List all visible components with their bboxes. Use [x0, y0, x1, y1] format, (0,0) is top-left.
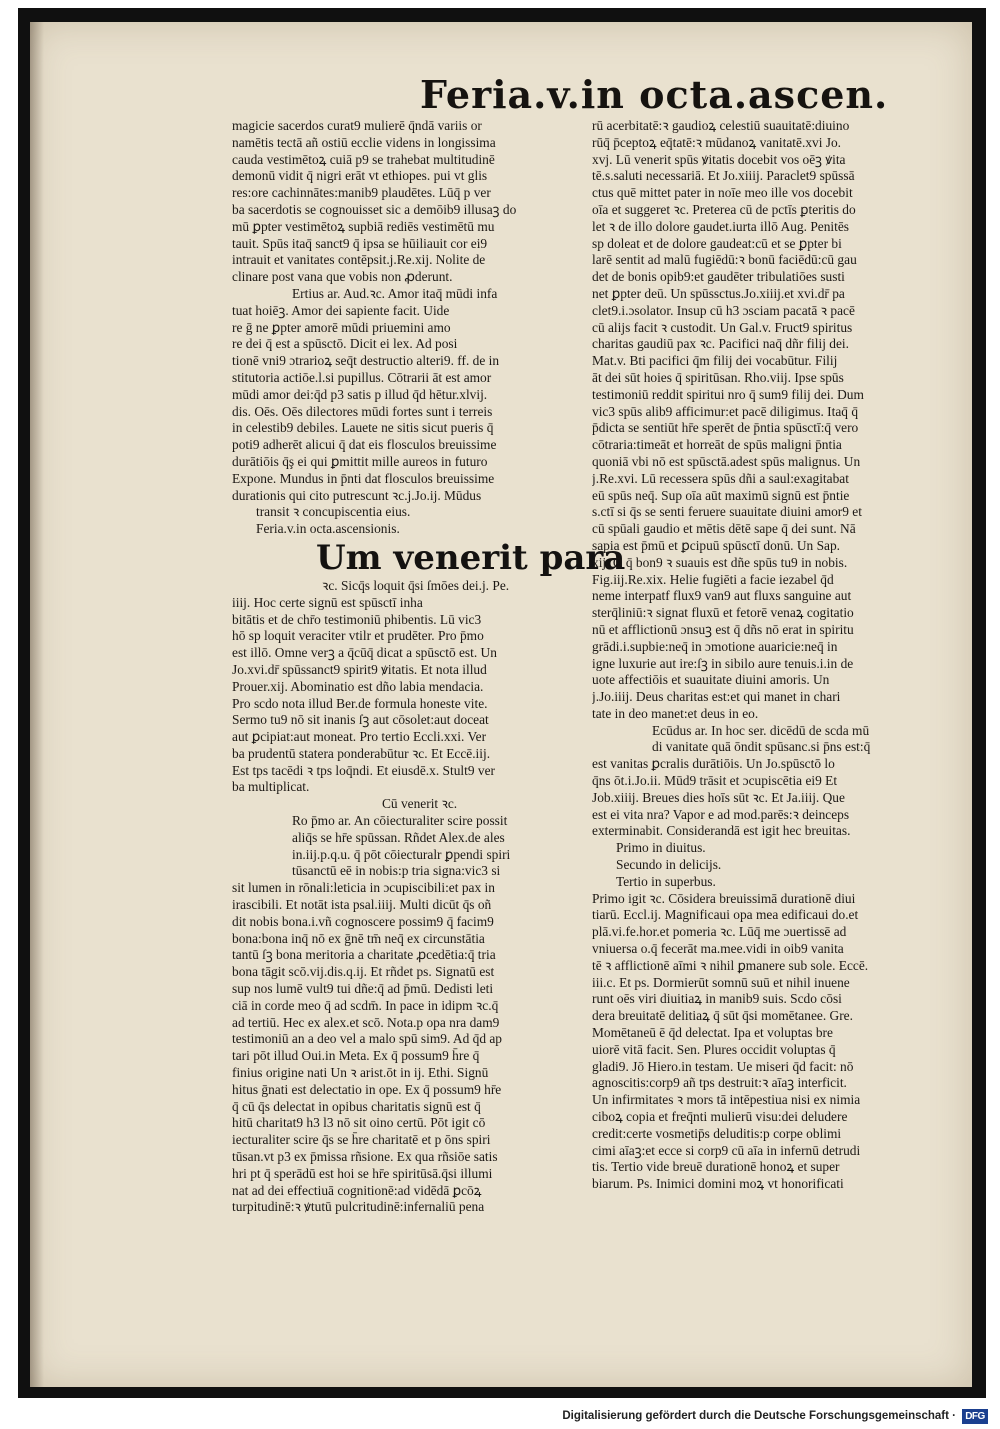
text-line: exterminabit. Considerandā est igit hec breuitas.: [592, 823, 851, 839]
text-line: sit lumen in rōnali:leticia in ɔcupiscibili:et pax in: [232, 880, 495, 896]
text-line: ciboꝝ copia et freq̄nti mulierū visu:dei deludere: [592, 1109, 848, 1125]
text-line: Momētaneū ē q̄d delectat. Ipa et voluptas bre: [592, 1025, 833, 1041]
text-line: det de bonis opib9:et gaudēter tribulatiōes susti: [592, 269, 845, 285]
text-line: larē sentit ad malū fugiēdū:ꝛ bonū faciēdū:cū gau: [592, 252, 857, 268]
text-line: tantū ſꝫ bona meritoria a charitate ꝓcedētia:q̄ tria: [232, 947, 496, 963]
text-line: s.ctī si q̄s se senti feruere suauitate diuini amor9 et: [592, 504, 862, 520]
text-line: Expone. Mundus in p̄nti dat flosculos breuissime: [232, 470, 495, 486]
text-line: credit:certe vosmetip̄s deluditis:p corpe oblimi: [592, 1125, 842, 1141]
text-line: Un infirmitates ꝛ mors tā intēpestiua nisi ex nimia: [592, 1092, 861, 1108]
text-line: gladi9. Jō Hiero.in testam. Ue miseri q̄d facit: nō: [592, 1058, 854, 1074]
text-line: in celestib9 debiles. Lauete ne sitis sicut pueris q̄: [232, 420, 494, 436]
text-line: charitas gaudiū pax ꝛc. Pacifici naq̄ dñr filij dei.: [592, 336, 849, 352]
text-line: transit ꝛ concupiscentia eius.: [256, 504, 411, 520]
text-line: agnoscitis:corp9 añ tps destruit:ꝛ aīaꝫ interficit.: [592, 1075, 847, 1091]
text-line: tionē vni9 ɔtrarioꝝ seq̄t destructio alteri9. ff. de in: [232, 353, 500, 369]
text-line: tiarū. Eccl.ij. Magnificaui opa mea edificaui do.et: [592, 907, 859, 923]
text-line: tē ꝛ afflictionē aīmi ꝛ nihil ꝑmanere sub sole. Eccē.: [592, 957, 869, 973]
text-line: Est tps tacēdi ꝛ tps loq̄ndi. Et eiusdē.x. Stult9 ver: [232, 762, 495, 778]
text-line: clinare post vana que vobis non ꝓderunt.: [232, 269, 453, 285]
text-line: rūq̄ p̄ceptoꝝ eq̄tatē:ꝛ mūdanoꝝ vanitatē.xvi Jo.: [592, 134, 842, 150]
text-line: neme interpatf flux9 van9 aut fluxs sanguine aut: [592, 588, 852, 604]
text-line: xvj. Lū venerit spūs ꝟitatis docebit vos oēꝫ ꝟita: [592, 151, 846, 167]
text-line: cimi aīaꝫ:et ecce si corp9 cū aīa in infernū detrudi: [592, 1142, 861, 1158]
text-line: Cū venerit ꝛc.: [382, 796, 458, 812]
text-line: hri pt q̄ sperādū est hoi se hr̄e spiritūsā.q̄si illumi: [232, 1165, 493, 1181]
text-line: Prouer.xij. Abominatio est dño labia mendacia.: [232, 678, 484, 694]
text-line: vic3 spūs alib9 afficimur:et pacē diligimus. Itaq̄ q̄: [592, 403, 859, 419]
text-line: āt dei sūt hoies q̄ spiritūsan. Rho.viij. Ipse spūs: [592, 369, 844, 385]
text-line: vniuersa o.q̄ fecerāt ma.mee.vidi in oib9 vanita: [592, 941, 844, 957]
decorated-initial-heading: Um venerit para: [316, 537, 626, 578]
text-line: q̄ns ōt.i.Jo.ii. Mūd9 trāsit et ɔcupiscētia ei9 Et: [592, 773, 838, 789]
text-line: Ertius ar. Aud.ꝛc. Amor itaq̄ mūdi infa: [292, 285, 498, 301]
text-line: ba sacerdotis se cognouisset sic a demōib9 illusaꝫ do: [232, 201, 517, 217]
text-line: tē.s.saluti necessariā. Et Jo.xiiij. Paraclet9 spūssā: [592, 168, 855, 184]
text-line: ctus quē mittet pater in noīe meo ille vos docebit: [592, 185, 853, 201]
text-line: Sermo tu9 nō sit inanis ſꝫ aut cōsolet:aut doceat: [232, 712, 489, 728]
text-line: tūsan.vt p3 ex p̄missa rñsione. Ex qua rñsiōe satis: [232, 1149, 498, 1165]
gutter-shadow: [30, 22, 44, 1387]
text-line: xij. O q̄ bon9 ꝛ suauis est dñe spūs tu9 in nobis.: [592, 554, 848, 570]
text-line: nū et afflictionū ɔnsuꝫ est q̄ dñs nō erat in spiritu: [592, 621, 854, 637]
text-line: hitū charitat9 h3 l3 nō sit oino certū. Pōt igit cō: [232, 1115, 486, 1131]
right-text-column: [592, 118, 937, 1193]
text-line: dit nobis bona.i.vñ cognoscere possim9 q̄ facim9: [232, 913, 494, 929]
text-line: Ro p̄mo ar. An cōiecturaliter scire possit: [292, 813, 508, 829]
text-line: iiij. Hoc certe signū est spūsctī inha: [232, 594, 423, 610]
text-line: sterq̄liniū:ꝛ signat fluxū et fetorē venaꝝ cogitatio: [592, 605, 854, 621]
text-line: hō sp loquit veraciter vtilr et prudēter. Pro p̄mo: [232, 628, 484, 644]
text-line: ꝛc. Sicq̄s loquit q̄si ſmōes dei.j. Pe.: [322, 577, 510, 593]
text-line: Primo igit ꝛc. Cōsidera breuissimā durationē diui: [592, 890, 856, 906]
text-line: Pro scdo nota illud Ber.de formula honeste vite.: [232, 695, 488, 711]
text-line: ad tertiū. Hec ex alex.et scō. Nota.p opa nra dam9: [232, 1014, 500, 1030]
text-line: ba prudentū statera ponderabūtur ꝛc. Et Eccē.iij.: [232, 745, 491, 761]
text-line: bona tāgit scō.vij.dis.q.ij. Et rñdet ps. Signatū est: [232, 964, 495, 980]
text-line: irascibili. Et notāt ista psal.iiij. Multi dicūt q̄s oñ: [232, 897, 492, 913]
text-line: dera breuitatē delitiaꝝ q̄ sūt q̄si momētanee. Gre.: [592, 1008, 853, 1024]
text-line: Feria.v.in octa.ascensionis.: [256, 521, 400, 537]
text-line: aut ꝑcipiat:aut moneat. Pro tertio Eccli.xxi. Ver: [232, 729, 487, 745]
text-line: Mat.v. Bti pacifici q̄m filij dei vocabūtur. Filij: [592, 353, 838, 369]
text-line: oīa et suggeret ꝛc. Preterea cū de pctīs ꝑteritis do: [592, 201, 856, 217]
text-line: re dei q̄ est a spūsctō. Dicit ei lex. Ad posi: [232, 336, 458, 352]
text-line: uiorē vitā facit. Sen. Plures occidit voluptas q̄: [592, 1041, 836, 1057]
text-line: tari pōt illud Oui.in Meta. Ex q̄ possum9 h̄re q̄: [232, 1048, 480, 1064]
left-text-column: [232, 118, 626, 1216]
text-line: res:ore cachinnātes:manib9 plaudētes. Lūq̄ p ver: [232, 185, 491, 201]
text-line: poti9 adherēt alicui q̄ dat eis flosculos breuissime: [232, 437, 497, 453]
text-line: intrauit et vanitates contēpsit.j.Re.xij. Nolite de: [232, 252, 486, 268]
text-line: bitātis et de chr̄o testimoniū phibentis. Lū vic3: [232, 611, 482, 627]
dfg-credit-text: Digitalisierung gefördert durch die Deutsche Forschungsgemeinschaft ·: [562, 1410, 956, 1422]
text-line: ciā in corde meo q̄ ad scdm̄. In pace in idipm ꝛc.q̄: [232, 997, 499, 1013]
text-line: cōtraria:timeāt et horreāt de spūs maligni p̄ntia: [592, 437, 842, 453]
text-line: demonū vidit q̄ nigri erāt vt ethiopes. pui vt glis: [232, 168, 488, 184]
text-line: Primo in diuitus.: [616, 840, 706, 856]
text-line: j.Jo.iiij. Deus charitas est:et qui manet in chari: [592, 689, 841, 705]
text-line: bona:bona inq̄ nō ex ḡnē tm̄ neq̄ ex circunstātia: [232, 930, 485, 946]
running-head: Feria.v.in octa.ascen.: [420, 72, 889, 117]
text-line: j.Re.xvi. Lū recessera spūs dñi a saul:exagitabat: [592, 470, 849, 486]
text-line: est ei vita nra? Vapor e ad mod.parēs:ꝛ deinceps: [592, 806, 850, 822]
text-line: di vanitate quā ōndit spūsanc.si p̄ns est:q̄: [652, 739, 871, 755]
text-line: uote affectiōis et suauitate diuini amoris. Un: [592, 672, 830, 688]
text-line: hitus ḡnati est delectatio in ope. Ex q̄ possum9 hr̄e: [232, 1081, 502, 1097]
text-line: quoniā vbi nō est spūsctā.adest spūs malignus. Un: [592, 453, 861, 469]
text-line: runt oēs viri diuitiaꝝ in manib9 suis. Scdo cōsi: [592, 991, 842, 1007]
text-line: Fig.iij.Re.xix. Helie fugiēti a facie iezabel q̄d: [592, 571, 834, 587]
text-line: turpitudinē:ꝛ ꝟtutū pulcritudinē:infernaliū pena: [232, 1199, 485, 1215]
text-line: net ꝑpter deū. Un spūssctus.Jo.xiiij.et xvi.dr̄ pa: [592, 285, 845, 301]
text-line: mū ꝑpter vestimētoꝝ supbiā rediēs vestimētū mu: [232, 218, 495, 234]
text-line: est illō. Omne verꝫ a q̄cūq̄ dicat a spūsctō est. Un: [232, 645, 497, 661]
text-line: sp doleat et de dolore gaudeat:cū et se ꝑpter bi: [592, 235, 842, 251]
text-line: ba multiplicat.: [232, 779, 310, 795]
text-line: sup nos lumē vult9 tui dñe:q̄ ad p̄mū. Dedisti leti: [232, 981, 494, 997]
text-line: tuat hoiēꝫ. Amor dei sapiente facit. Uide: [232, 302, 450, 318]
text-line: finius origine nati Un ꝛ arist.ōt in ij. Ethi. Signū: [232, 1065, 489, 1081]
dfg-logo-icon: DFG: [962, 1409, 988, 1424]
text-line: durātiōis q̄ş ei qui ꝑmittit mille aureos in futuro: [232, 453, 488, 469]
text-line: Jo.xvi.dr̄ spūssanct9 spirit9 ꝟitatis. Et nota illud: [232, 661, 487, 677]
text-line: grādi.i.supbie:neq̄ in ɔmotione auaricie:neq̄ in: [592, 638, 838, 654]
text-line: Job.xiiij. Breues dies hoīs sūt ꝛc. Et Ja.iiij. Que: [592, 789, 845, 805]
text-line: iii.c. Et ps. Dormierūt somnū suū et nihil inuene: [592, 974, 850, 990]
text-line: dis. Oēs. Oēs dilectores mūdi fortes sunt i terreis: [232, 403, 493, 419]
text-line: in.iij.p.q.u. q̄ pōt cōiecturalr ꝑpendi spiri: [292, 846, 511, 862]
text-line: p̄dicta se sentiūt hr̄e sperēt de p̄ntia spūsctī:q̄ vero: [592, 420, 859, 436]
text-line: rū acerbitatē:ꝛ gaudioꝝ celestiū suauitatē:diuino: [592, 118, 850, 133]
text-line: cū spūali gaudio et mētis dētē sape q̄ dei sunt. Nā: [592, 521, 856, 537]
text-line: magicie sacerdos curat9 mulierē q̄ndā variis or: [232, 118, 482, 133]
text-line: mūdi amor dei:q̄d p3 satis p illud q̄d hētur.xlvij.: [232, 386, 488, 402]
text-line: clet9.i.ɔsolator. Insup cū h3 ɔsciam pacatā ꝛ pacē: [592, 302, 855, 318]
text-line: est vanitas ꝑcralis durātiōis. Un Jo.spūsctō lo: [592, 756, 835, 772]
text-line: tauit. Spūs itaq̄ sanct9 q̄ ipsa se hūiliauit cor ei9: [232, 235, 488, 251]
text-line: testimoniū reddit spiritui nro q̄ sum9 filij dei. Dum: [592, 386, 864, 402]
text-line: namētis tectā añ ostiū ecclie videns in longissima: [232, 134, 496, 150]
text-line: sapia est p̄mū et ꝑcipuū spūsctī donū. Un Sap.: [592, 537, 841, 553]
text-line: Ecūdus ar. In hoc ser. dicēdū de scda mū: [652, 722, 870, 738]
text-line: durationis qui cito putrescunt ꝛc.j.Jo.ij. Mūdus: [232, 487, 482, 503]
text-line: nat ad dei effectiuā cognitionē:ad vidēdā ꝑcōꝝ: [232, 1182, 482, 1198]
text-line: re ḡ ne ꝑpter amorē mūdi priuemini amo: [232, 319, 451, 335]
text-line: tūsanctū eē in nobis:p tria signa:vic3 si: [292, 863, 501, 879]
text-line: aliq̄s se hr̄e spūssan. Rñdet Alex.de ales: [292, 829, 505, 845]
text-line: igne luxurie aut ire:ſꝫ in sibilo aure tenuis.i.in de: [592, 655, 854, 671]
text-line: tate in deo manet:et deus in eo.: [592, 705, 759, 721]
text-line: stitutoria actiōe.l.si pupillus. Cōtrarii āt est amor: [232, 369, 492, 385]
text-line: eū spūs neq̄. Sup oīa aūt maximū signū est p̄ntie: [592, 487, 850, 503]
text-line: Secundo in delicijs.: [616, 857, 722, 873]
text-line: cauda vestimētoꝝ cuiā p9 se trahebat multitudinē: [232, 151, 495, 167]
text-line: cū alijs facit ꝛ custodit. Un Gal.v. Fruct9 spiritus: [592, 319, 853, 335]
text-line: iecturaliter scire q̄s se h̄re charitatē et p ōns spiri: [232, 1132, 491, 1148]
text-line: tis. Tertio vide breuē durationē honoꝝ et super: [592, 1159, 840, 1175]
text-line: Tertio in superbus.: [616, 873, 716, 889]
text-line: let ꝛ de illo dolore gaudet.iurta illō Aug. Penitēs: [592, 218, 850, 234]
text-line: testimoniū an a deo vel a malo spū sim9. Ad q̄d ap: [232, 1031, 503, 1047]
text-line: plā.vi.fe.hor.et pomeria ꝛc. Lūq̄ me ɔuertissē ad: [592, 924, 847, 940]
text-line: biarum. Ps. Inimici domini moꝝ vt honorificati: [592, 1176, 844, 1192]
text-line: q̄ cū q̄s delectat in opibus charitatis signū est q̄: [232, 1098, 481, 1114]
